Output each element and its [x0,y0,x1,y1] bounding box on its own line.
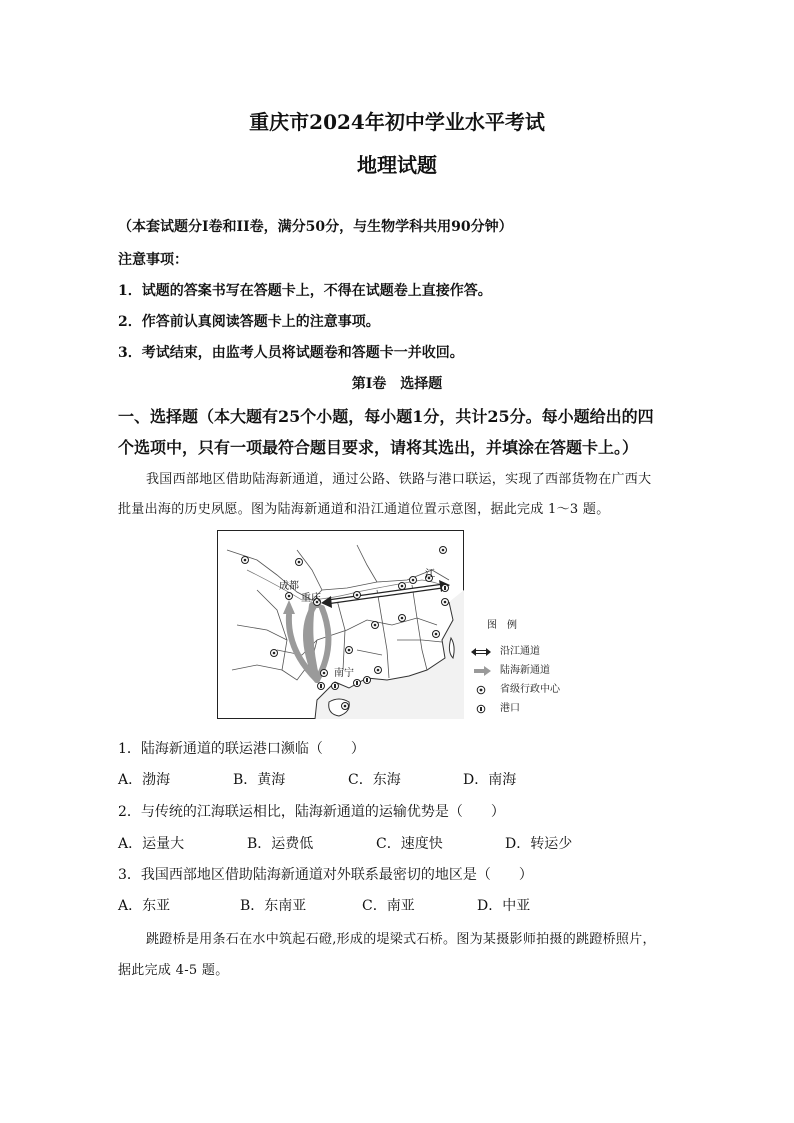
section-heading-line2: 个选项中，只有一项最符合题目要求，请将其选出，并填涂在答题卡上。） [118,438,639,457]
notice-heading: 注意事项： [118,252,188,268]
legend-item: 沿江通道 [500,646,540,657]
legend-luhai-icon [471,661,491,680]
question-option: B．东南亚 [240,898,307,914]
notice-item: 2．作答前认真阅读答题卡上的注意事项。 [118,314,380,330]
page-subtitle: 地理试题 [357,153,437,177]
legend-port-icon [476,699,486,718]
notice-item: 1．试题的答案书写在答题卡上，不得在试题卷上直接作答。 [118,283,492,299]
question-option: C．南亚 [362,898,415,914]
question-stem: 3．我国西部地区借助陆海新通道对外联系最密切的地区是（ ） [118,867,533,883]
question-stem: 1．陆海新通道的联运港口濒临（ ） [118,741,365,757]
intro-paragraph-line1: 我国西部地区借助陆海新通道，通过公路、铁路与港口联运，实现了西部货物在广西大 [146,472,652,487]
page-title: 重庆市2024年初中学业水平考试 [249,110,545,134]
question-option: C．东海 [348,772,401,788]
legend-title: 图 例 [487,620,517,631]
legend-item: 港口 [500,703,520,714]
legend-item: 省级行政中心 [500,684,560,695]
intro2-paragraph-line2: 据此完成 4-5 题。 [118,963,229,978]
map-label-chengdu: 成都 [279,581,299,592]
legend-capital-icon [476,680,486,699]
exam-note: （本套试题分I卷和II卷，满分50分，与生物学科共用90分钟） [118,219,513,235]
notice-item: 3．考试结束，由监考人员将试题卷和答题卡一并收回。 [118,345,464,361]
map-label-chongqing: 重庆 [301,593,321,604]
question-option: B．黄海 [233,772,286,788]
question-option: D．中亚 [477,898,531,914]
question-option: A．运量大 [118,836,185,852]
intro2-paragraph-line1: 跳蹬桥是用条石在水中筑起石磴,形成的堤梁式石桥。图为某摄影师拍摄的跳蹬桥照片， [146,932,656,947]
corridor-map [217,530,464,719]
legend-yanjiang-icon [471,642,491,661]
question-option: C．速度快 [376,836,443,852]
map-label-jiang: 江 [425,569,435,580]
question-option: A．东亚 [118,898,171,914]
section-heading-line1: 一、选择题（本大题有25个小题，每小题1分，共计25分。每小题给出的四 [118,407,654,426]
question-option: B．运费低 [247,836,314,852]
intro-paragraph-line2: 批量出海的历史夙愿。图为陆海新通道和沿江通道位置示意图，据此完成 1～3 题。 [118,502,610,517]
question-option: D．转运少 [505,836,573,852]
map-label-nanning: 南宁 [334,668,354,679]
question-stem: 2．与传统的江海联运相比，陆海新通道的运输优势是（ ） [118,804,505,820]
question-option: D．南海 [463,772,517,788]
question-option: A．渤海 [118,772,171,788]
legend-item: 陆海新通道 [500,665,550,676]
map-svg [217,530,464,719]
part-title: 第I卷 选择题 [351,376,443,392]
